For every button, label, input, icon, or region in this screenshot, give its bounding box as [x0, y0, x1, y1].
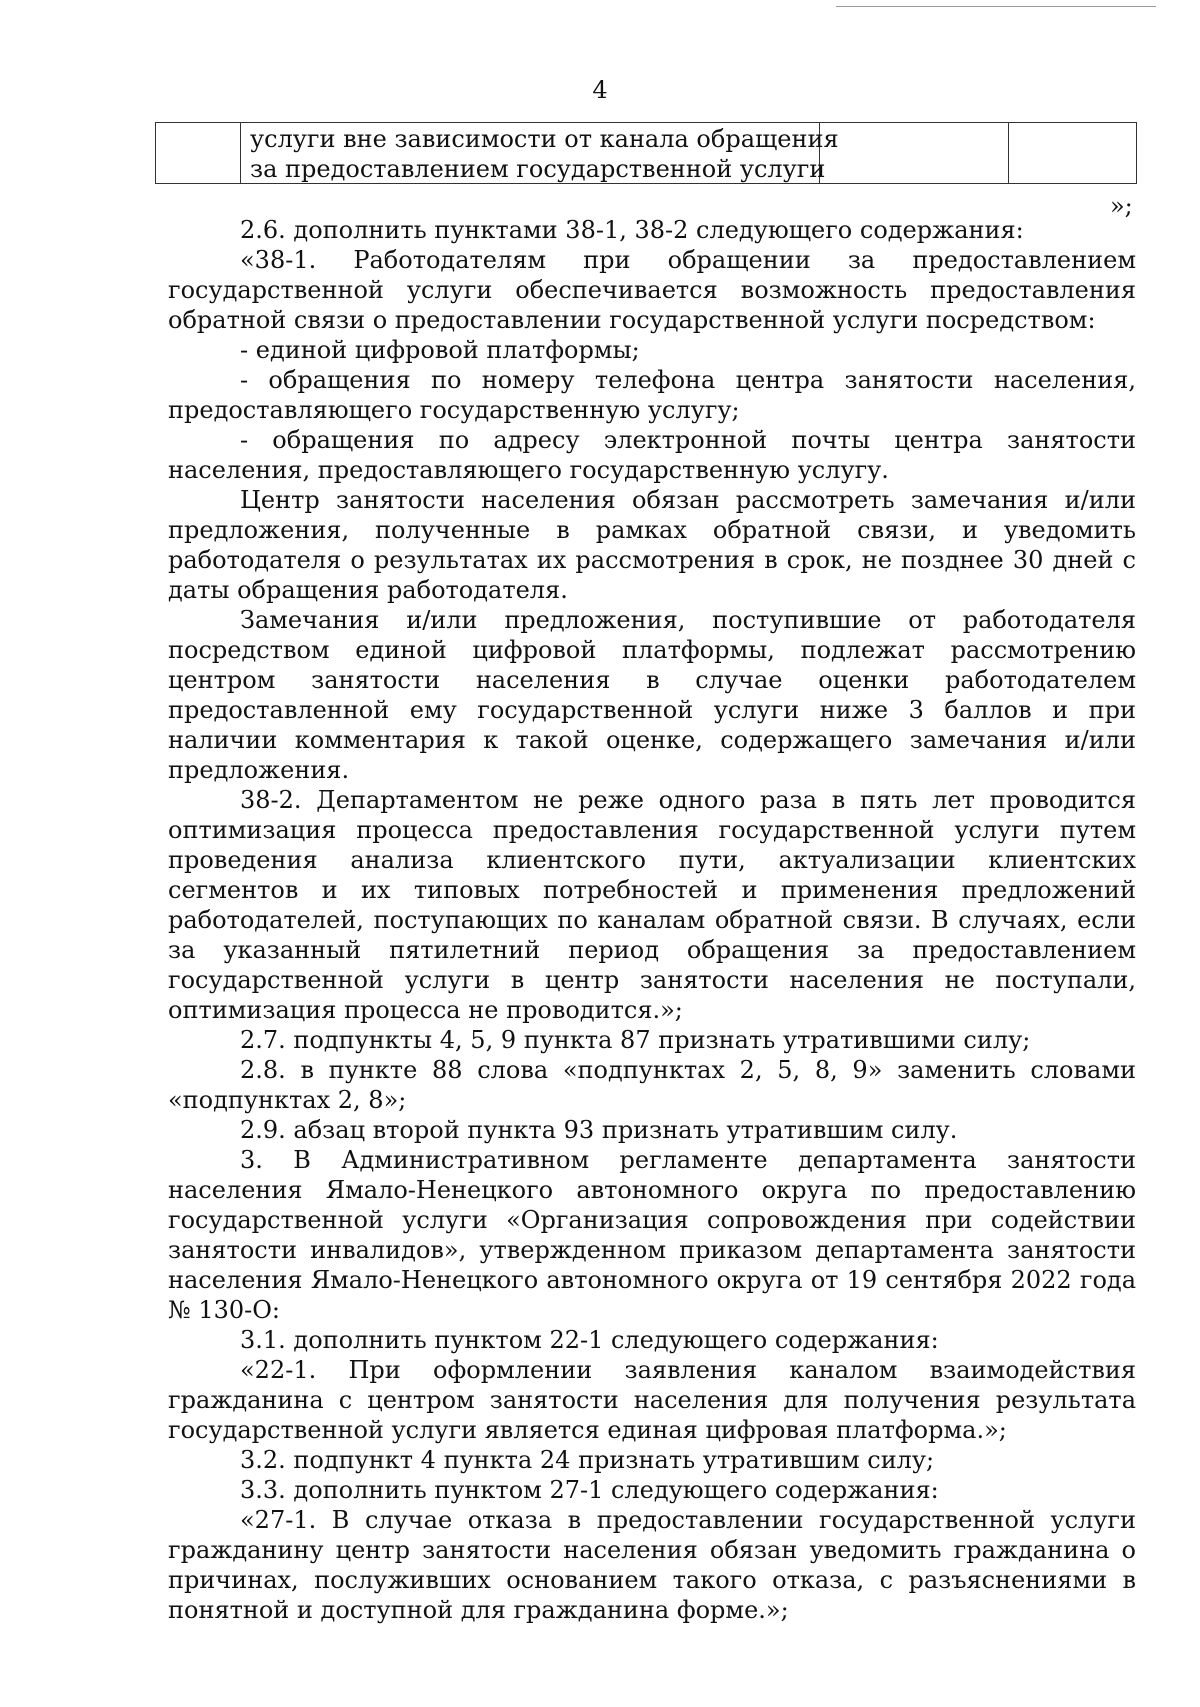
page-number: 4 [592, 76, 608, 104]
paragraph: Центр занятости населения обязан рассмотреть замечания и/или предложения, полученные в рамках обратной связи, и уведомить работодателя о результатах их рассмотрения в срок, не позднее 30 дней с даты обращения работодателя. [168, 486, 1136, 604]
table-cell-text [250, 124, 970, 184]
paragraph: 3. В Административном регламенте департамента занятости населения Ямало-Ненецкого автономного округа по предоставлению государственной услуги «Организация сопровождения при содействии занятости инвалидов», утвержденном приказом департамента занятости населения Ямало-Ненецкого автономного округа от 19 сентября 2022 года № 130-О: [168, 1146, 1136, 1324]
table-col-border [155, 122, 156, 184]
table-col-border [1008, 122, 1009, 184]
paragraph: 3.3. дополнить пунктом 27-1 следующего содержания: [240, 1476, 939, 1504]
paragraph: - единой цифровой платформы; [240, 336, 640, 364]
paragraph: 2.9. абзац второй пункта 93 признать утратившим силу. [240, 1116, 958, 1144]
continued-table [155, 122, 1137, 184]
paragraph: «27-1. В случае отказа в предоставлении государственной услуги гражданину центр занятости населения обязан уведомить гражданина о причинах, послуживших основанием такого отказа, с разъяснениями в понятной и доступной для гражданина форме.»; [168, 1506, 1136, 1624]
table-top-border [155, 122, 1137, 123]
paragraph: 3.2. подпункт 4 пункта 24 признать утратившим силу; [240, 1446, 935, 1474]
paragraph: «38-1. Работодателям при обращении за предоставлением государственной услуги обеспечивается возможность предоставления обратной связи о предоставлении государственной услуги посредством: [168, 246, 1136, 334]
paragraph: Замечания и/или предложения, поступившие от работодателя посредством единой цифровой платформы, подлежат рассмотрению центром занятости населения в случае оценки работодателем предоставленной ему государственной услуги ниже 3 баллов и при наличии комментария к такой оценке, содержащего замечания и/или предложения. [168, 606, 1136, 784]
scan-edge-line [836, 6, 1156, 7]
table-cell-line: услуги вне зависимости от канала обращения [250, 125, 839, 153]
paragraph: 2.7. подпункты 4, 5, 9 пункта 87 признать утратившими силу; [240, 1026, 1031, 1054]
paragraph: 3.1. дополнить пунктом 22-1 следующего содержания: [240, 1326, 939, 1354]
closing-quote: »; [1110, 192, 1133, 220]
paragraph: 38-2. Департаментом не реже одного раза в пять лет проводится оптимизация процесса предоставления государственной услуги путем проведения анализа клиентского пути, актуализации клиентских сегментов и их типовых потребностей и применения предложений работодателей, поступающих по каналам обратной связи. В случаях, если за указанный пятилетний период обращения за предоставлением государственной услуги в центр занятости населения не поступали, оптимизация процесса не проводится.»; [168, 786, 1136, 1024]
document-body [168, 215, 1136, 1625]
paragraph: 2.6. дополнить пунктами 38-1, 38-2 следующего содержания: [240, 216, 1024, 244]
paragraph: - обращения по номеру телефона центра занятости населения, предоставляющего государственную услугу; [168, 366, 1136, 424]
table-cell-line: за предоставлением государственной услуги [250, 155, 826, 183]
paragraph: 2.8. в пункте 88 слова «подпунктах 2, 5, 8, 9» заменить словами «подпунктах 2, 8»; [168, 1056, 1136, 1114]
table-col-border [240, 122, 241, 184]
paragraph: «22-1. При оформлении заявления каналом взаимодействия гражданина с центром занятости населения для получения результата государственной услуги является единая цифровая платформа.»; [168, 1356, 1136, 1444]
paragraph: - обращения по адресу электронной почты центра занятости населения, предоставляющего государственную услугу. [168, 426, 1136, 484]
table-col-border [1136, 122, 1137, 184]
